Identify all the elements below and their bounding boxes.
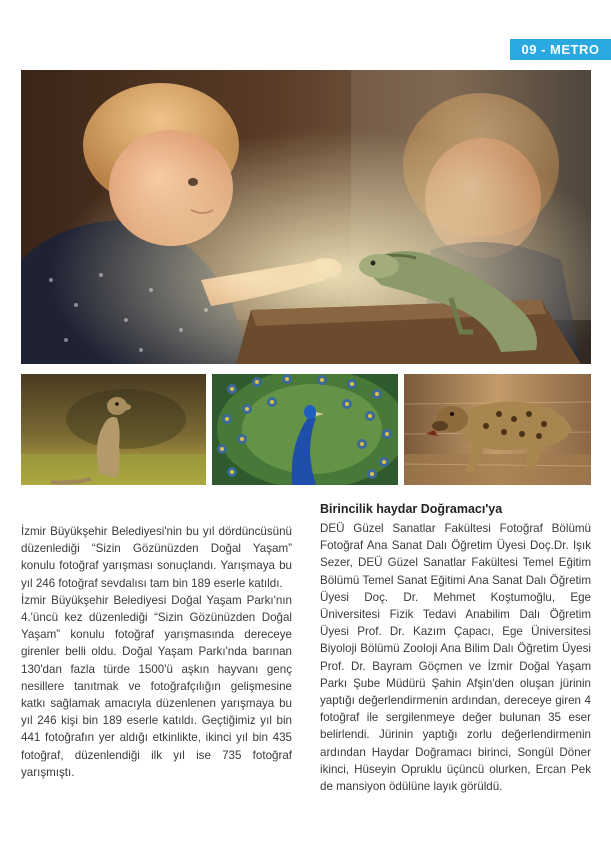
meerkat-photo — [21, 374, 206, 485]
hyena-photo — [404, 374, 591, 485]
article-results-column — [320, 500, 591, 795]
section-heading: Birincilik haydar Doğramacı'ya — [320, 502, 503, 516]
article-paragraph: İzmir Büyükşehir Belediyesi'nin bu yıl dördüncüsünü düzenlediği “Sizin Gözünüzden Doğal Yaşam” konulu fotoğraf yarışması sonuçlandı. Yarışmaya bu yıl 246 fotoğraf sevdalısı tam bin 189 eserle katıldı. — [21, 525, 292, 590]
article-paragraph: DEÜ Güzel Sanatlar Fakültesi Fotoğraf Bölümü Fotoğraf Ana Sanat Dalı Öğretim Üyesi Doç.Dr. Işık Sezer, DEÜ Güzel Sanatlar Fakültesi Temel Eğitim Bölümü Temel Sanat Eğitimi Ana Sanat Dalı Öğretim Üyesi Doç. Dr. Mehmet Koştumoğlu, Ege Üniversitesi Fizik Tedavi Anabilim Dalı Öğretim Üyesi Prof. Dr. Kazım Çapacı, Ege Üniversitesi Biyoloji Bölümü Zooloji Ana Bilim Dalı Öğretim Üyesi Prof. Dr. Bayram Göçmen ve İzmir Doğal Yaşam Parkı Şube Müdürü Şahin Afşin'den oluşan jürinin yaptığı değerlendirmenin ardından, dereceye giren 4 fotoğraf ile sergilenmeye değer bulunan 35 eser belirlendi. Jürinin yaptığı zorlu değerlendirmenin ardından Haydar Doğramacı birinci, Songül Döner ikinci, Hüseyin Opruklu üçüncü olurken, Ercan Pek de mansiyon ödülüne layık görüldü. — [320, 522, 591, 794]
child-with-iguana-photo — [21, 70, 591, 364]
page-section-tag: 09 - METRO — [510, 39, 611, 60]
article-paragraph: İzmir Büyükşehir Belediyesi Doğal Yaşam Parkı'nın 4.'üncü kez düzenlediği “Sizin Gözünüzden Doğal Yaşam” konulu fotoğraf yarışmasında dereceye girenler belli oldu. Doğal Yaşam Parkı'nda barınan 130'dan fazla türde 1500'ü aşkın hayvanı genç nesillere tanıtmak ve fotoğrafçılığın gelişmesine katkı sağlamak amacıyla düzenlenen yarışmaya bu yıl 246 kişi bin 189 eserle katıldı. Geçtiğimiz yıl bin 441 fotoğrafın yer aldığı etkinlikte, ikinci yıl bin 435 fotoğraf, düzenlendiği ilk yıl ise 735 fotoğraf yarışmıştı. — [21, 593, 292, 779]
peacock-photo — [212, 374, 398, 485]
article-intro-column — [21, 523, 292, 781]
